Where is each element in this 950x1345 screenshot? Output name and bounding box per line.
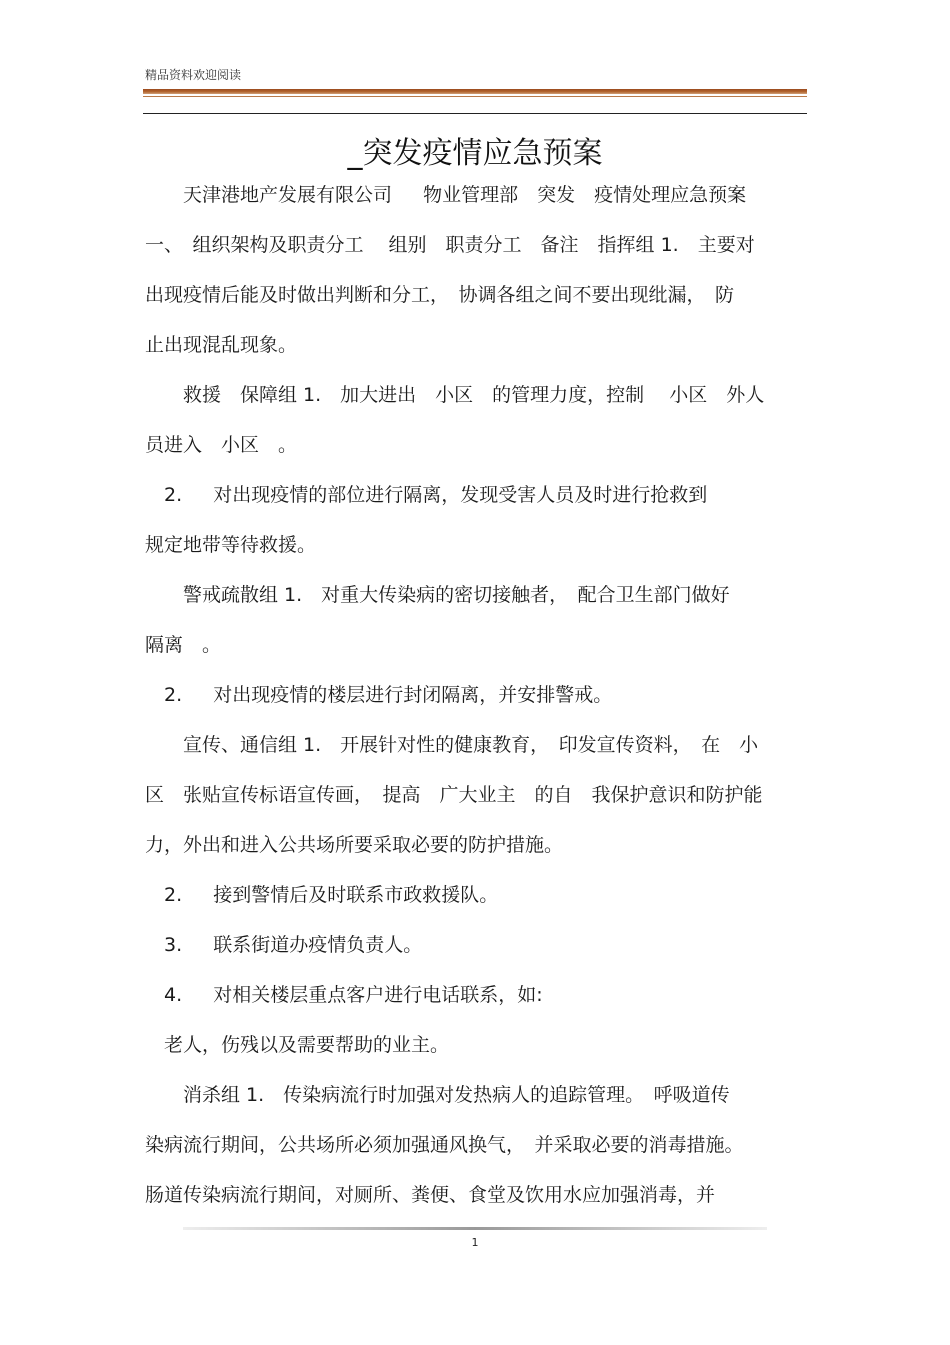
body-line: 止出现混乱现象。 [145,334,298,356]
body-line: 消杀组 1. 传染病流行时加强对发热病人的追踪管理。 呼吸道传 [145,1084,730,1106]
document-title: _突发疫情应急预案 [347,136,603,171]
body-line: 员进入 小区 。 [145,434,298,456]
body-line: 老人，伤残以及需要帮助的业主。 [145,1034,450,1056]
body-line: 隔离 。 [145,634,222,656]
body-line: 3. 联系街道办疫情负责人。 [145,934,423,956]
body-line: 4. 对相关楼层重点客户进行电话联系，如: [145,984,543,1006]
page-header-text: 精品资料欢迎阅读 [145,68,242,82]
header-rule-bottom [143,113,807,114]
body-line: 天津港地产发展有限公司 物业管理部 突发 疫情处理应急预案 [145,184,747,206]
body-line: 宣传、通信组 1. 开展针对性的健康教育， 印发宣传资料， 在 小 [145,734,759,756]
header-rule-thick [143,89,807,94]
footer-rule [183,1227,767,1230]
body-line: 一、 组织架构及职责分工 组别 职责分工 备注 指挥组 1. 主要对 [145,234,755,256]
body-line: 警戒疏散组 1. 对重大传染病的密切接触者， 配合卫生部门做好 [145,584,730,606]
body-line: 2. 对出现疫情的楼层进行封闭隔离，并安排警戒。 [145,684,613,706]
body-line: 染病流行期间，公共场所必须加强通风换气， 并采取必要的消毒措施。 [145,1134,744,1156]
body-line: 区 张贴宣传标语宣传画， 提高 广大业主 的自 我保护意识和防护能 [145,784,763,806]
page-number: 1 [471,1236,479,1249]
body-line: 规定地带等待救援。 [145,534,317,556]
body-line: 力，外出和进入公共场所要采取必要的防护措施。 [145,834,564,856]
body-line: 2. 接到警情后及时联系市政救援队。 [145,884,499,906]
body-line: 肠道传染病流行期间，对厕所、粪便、食堂及饮用水应加强消毒，并 [145,1184,716,1206]
header-rule-thin [143,96,807,97]
body-line: 出现疫情后能及时做出判断和分工， 协调各组之间不要出现纰漏， 防 [145,284,735,306]
body-line: 2. 对出现疫情的部位进行隔离，发现受害人员及时进行抢救到 [145,484,708,506]
body-line: 救援 保障组 1. 加大进出 小区 的管理力度，控制 小区 外人 [145,384,765,406]
